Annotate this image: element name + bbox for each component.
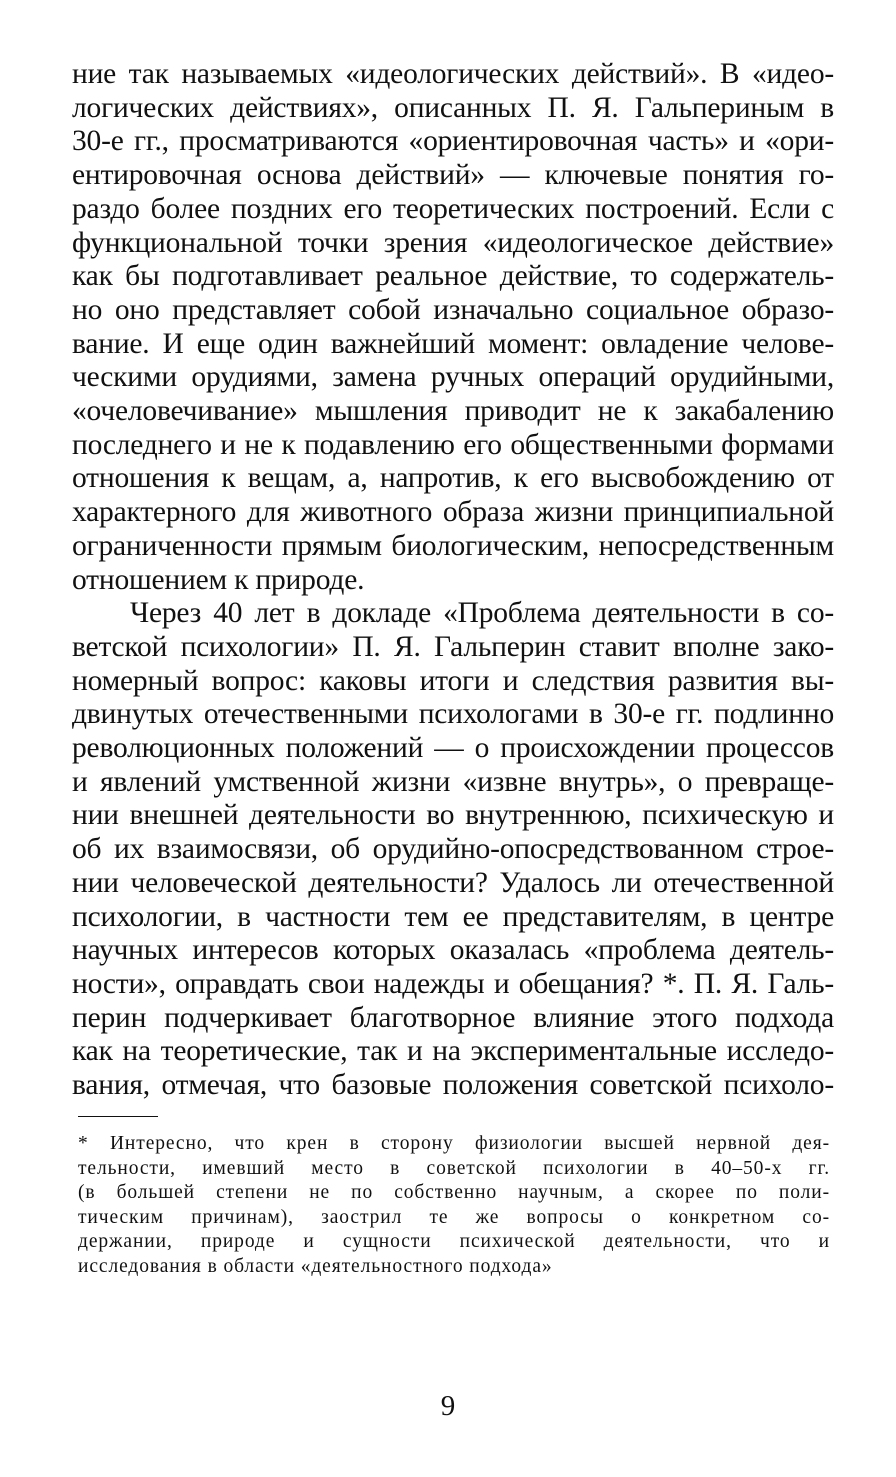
footnote-line: * Интересно, что крен в сторону физиологии высшей нервной дея- <box>78 1133 830 1154</box>
text-line: и явлений умственной жизни «извне внутрь», о превраще- <box>72 765 834 798</box>
footnote-separator <box>78 1116 158 1117</box>
text-line: вание. И еще один важнейший момент: овладение челове- <box>72 327 834 360</box>
text-line: об их взаимосвязи, об орудийно-опосредствованном строе- <box>72 833 834 866</box>
text-line: нии человеческой деятельности? Удалось ли отечественной <box>72 866 834 899</box>
text-line: характерного для животного образа жизни принципиальной <box>72 496 834 529</box>
text-line: ентировочная основа действий» — ключевые понятия го- <box>72 159 834 192</box>
text-line: двинутых отечественными психологами в 30-е гг. подлинно <box>72 698 834 731</box>
text-line: революционных положений — о происхождении процессов <box>72 732 834 765</box>
page-number: 9 <box>440 1390 456 1422</box>
text-line: 30-е гг., просматриваются «ориентировочная часть» и «ори- <box>72 125 834 158</box>
text-line: «очеловечивание» мышления приводит не к закабалению <box>72 395 834 428</box>
text-line: раздо более поздних его теоретических построений. Если с <box>72 192 834 225</box>
text-line: логических действиях», описанных П. Я. Гальпериным в <box>72 91 834 124</box>
text-line: психологии, в частности тем ее представителям, в центре <box>72 900 834 933</box>
footnote-line: тельности, имевший место в советской психологии в 40–50-х гг. <box>78 1157 830 1179</box>
text-line: перин подчеркивает благотворное влияние этого подхода <box>72 1001 834 1034</box>
text-line: как на теоретические, так и на экспериментальные исследо- <box>72 1035 834 1068</box>
main-text <box>72 58 834 1103</box>
text-line: последнего и не к подавлению его общественными формами <box>72 428 834 461</box>
text-line: но оно представляет собой изначально социальное образо- <box>72 293 834 326</box>
text-line: научных интересов которых оказалась «проблема деятель- <box>72 934 834 967</box>
text-line: нии внешней деятельности во внутреннюю, психическую и <box>72 799 834 832</box>
footnote <box>78 1132 830 1279</box>
text-line: как бы подготавливает реальное действие, то содержатель- <box>72 260 834 293</box>
text-line: ческими орудиями, замена ручных операций орудийными, <box>72 361 834 394</box>
paragraph-end-line: отношением к природе. <box>72 563 365 596</box>
footnote-line: держании, природе и сущности психической деятельности, что и <box>78 1231 830 1252</box>
text-line: номерный вопрос: каковы итоги и следствия развития вы- <box>72 664 834 697</box>
text-line: вания, отмечая, что базовые положения советской психоло- <box>72 1069 834 1102</box>
text-line: ограниченности прямым биологическим, непосредственным <box>72 529 834 562</box>
text-line: ние так называемых «идеологических действий». В «идео- <box>72 58 834 90</box>
footnote-line: (в большей степени не по собственно научным, а скорее по поли- <box>78 1182 830 1203</box>
text-line: функциональной точки зрения «идеологическое действие» <box>72 226 834 259</box>
text-line: отношения к вещам, а, напротив, к его высвобождению от <box>72 462 834 495</box>
paragraph-first-line: Через 40 лет в докладе «Проблема деятельности в со- <box>130 597 834 630</box>
text-line: ности», оправдать свои надежды и обещания? *. П. Я. Галь- <box>72 967 834 1000</box>
text-line: ветской психологии» П. Я. Гальперин ставит вполне зако- <box>72 630 834 663</box>
footnote-line: исследования в области «деятельностного подхода» <box>78 1255 553 1277</box>
footnote-line: тическим причинам), заострил те же вопросы о конкретном со- <box>78 1206 830 1228</box>
